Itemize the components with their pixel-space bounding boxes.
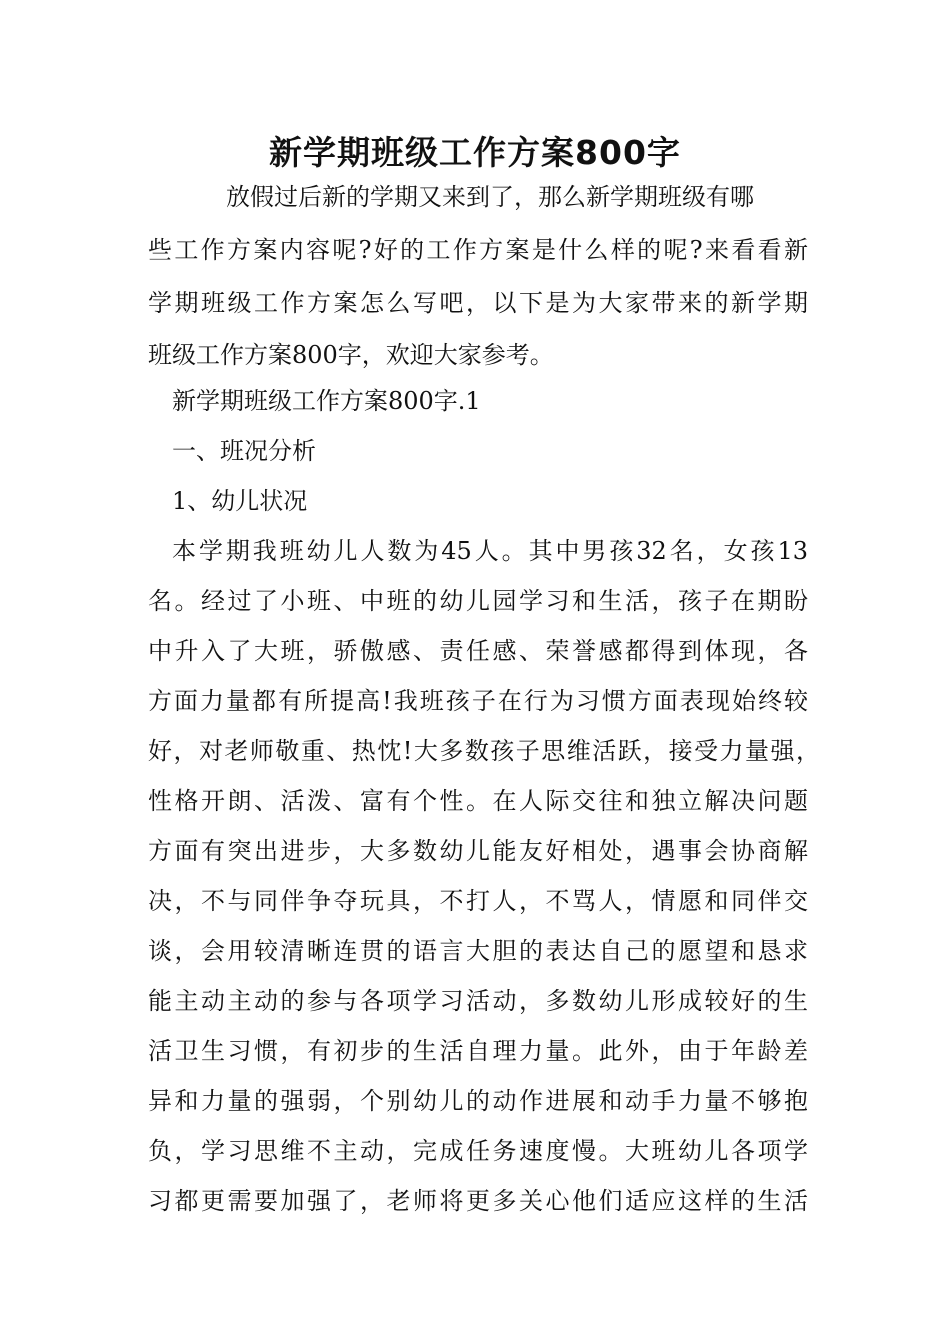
body-line: 谈，会用较清晰连贯的语言大胆的表达自己的愿望和恳求 <box>148 937 808 965</box>
body-line: 方面有突出进步，大多数幼儿能友好相处，遇事会协商解 <box>148 837 808 865</box>
body-line: 活卫生习惯，有初步的生活自理力量。此外，由于年龄差 <box>148 1037 808 1065</box>
intro-line: 放假过后新的学期又来到了，那么新学期班级有哪 <box>226 183 754 211</box>
body-line: 决，不与同伴争夺玩具，不打人，不骂人，情愿和同伴交 <box>148 887 808 915</box>
intro-line: 班级工作方案800字，欢迎大家参考。 <box>148 341 554 369</box>
document-title: 新学期班级工作方案800字 <box>269 133 681 172</box>
body-line: 好，对老师敬重、热忱!大多数孩子思维活跃，接受力量强， <box>148 737 820 765</box>
section-heading: 新学期班级工作方案800字.1 <box>172 387 481 415</box>
body-line: 方面力量都有所提高!我班孩子在行为习惯方面表现始终较 <box>148 687 808 715</box>
intro-line: 学期班级工作方案怎么写吧，以下是为大家带来的新学期 <box>148 289 808 317</box>
subheading-children-status: 1、幼儿状况 <box>172 487 308 515</box>
body-line: 性格开朗、活泼、富有个性。在人际交往和独立解决问题 <box>148 787 808 815</box>
subheading-situation-analysis: 一、班况分析 <box>172 437 316 465</box>
body-line: 名。经过了小班、中班的幼儿园学习和生活，孩子在期盼 <box>148 587 808 615</box>
body-line: 中升入了大班，骄傲感、责任感、荣誉感都得到体现，各 <box>148 637 808 665</box>
body-line: 异和力量的强弱，个别幼儿的动作进展和动手力量不够抱 <box>148 1087 808 1115</box>
intro-line: 些工作方案内容呢?好的工作方案是什么样的呢?来看看新 <box>148 236 808 264</box>
body-line: 能主动主动的参与各项学习活动，多数幼儿形成较好的生 <box>148 987 808 1015</box>
body-line: 习都更需要加强了，老师将更多关心他们适应这样的生活 <box>148 1187 808 1215</box>
body-line: 负，学习思维不主动，完成任务速度慢。大班幼儿各项学 <box>148 1137 808 1165</box>
body-line: 本学期我班幼儿人数为45人。其中男孩32名，女孩13 <box>172 537 808 565</box>
